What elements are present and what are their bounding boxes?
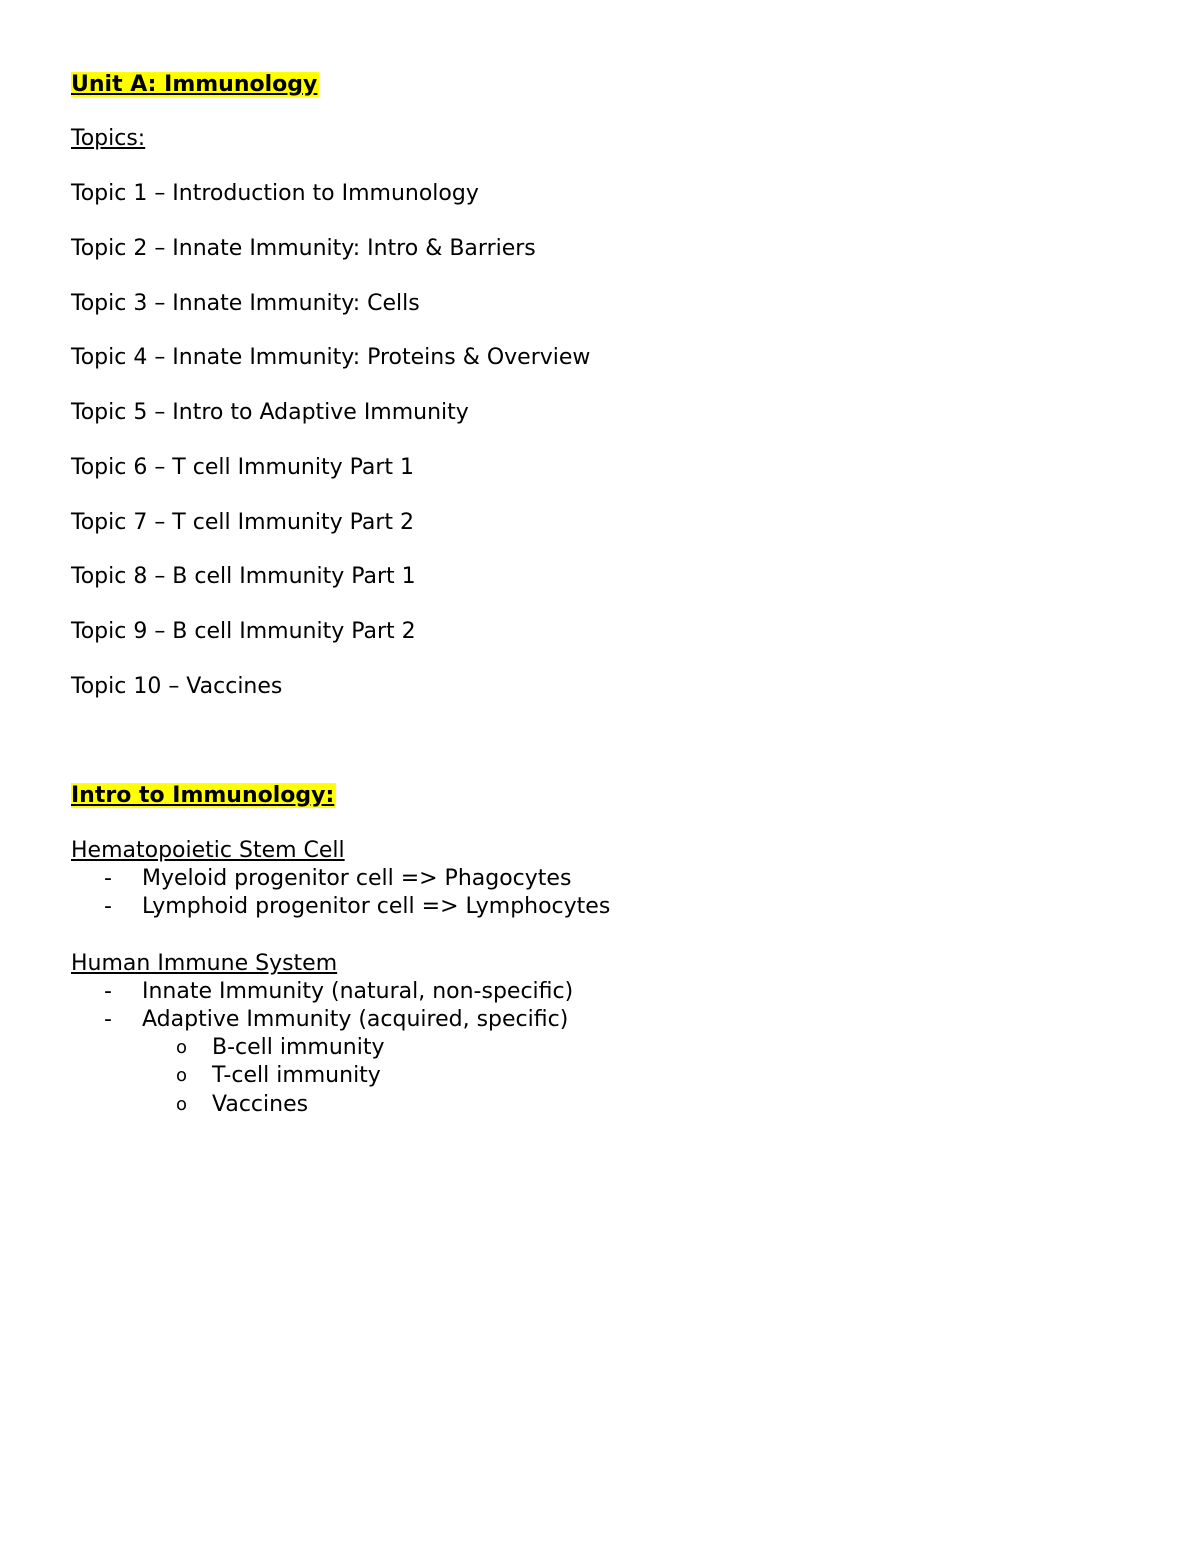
topic-item: Topic 3 – Innate Immunity: Cells [71, 291, 420, 316]
topic-item: Topic 2 – Innate Immunity: Intro & Barriers [71, 236, 536, 261]
sub-list-item [176, 1062, 676, 1090]
dash-bullet: - [104, 894, 112, 919]
list-item [104, 1006, 704, 1034]
dash-bullet: - [104, 1007, 112, 1032]
topic-item: Topic 1 – Introduction to Immunology [71, 181, 479, 206]
sub-list-item [176, 1091, 676, 1119]
list-item-text: Adaptive Immunity (acquired, specific) [142, 1007, 569, 1032]
section-title [71, 782, 336, 810]
topic-item: Topic 10 – Vaccines [71, 674, 283, 699]
list-item [104, 893, 704, 921]
unit-title [71, 71, 319, 99]
list-item-text: Lymphoid progenitor cell => Lymphocytes [142, 894, 611, 919]
list-item [104, 978, 704, 1006]
sub-list-item [176, 1034, 676, 1062]
dash-bullet: - [104, 866, 112, 891]
list-item [104, 865, 704, 893]
list-item-text: Innate Immunity (natural, non-specific) [142, 979, 574, 1004]
circle-bullet: o [176, 1065, 188, 1086]
topic-item: Topic 6 – T cell Immunity Part 1 [71, 455, 414, 480]
circle-bullet: o [176, 1094, 188, 1115]
topic-item: Topic 7 – T cell Immunity Part 2 [71, 510, 414, 535]
topic-item: Topic 9 – B cell Immunity Part 2 [71, 619, 416, 644]
hsc-heading: Hematopoietic Stem Cell [71, 838, 345, 863]
his-heading: Human Immune System [71, 951, 338, 976]
sub-list-item-text: Vaccines [212, 1092, 309, 1117]
topics-label: Topics: [71, 126, 146, 151]
topic-item: Topic 5 – Intro to Adaptive Immunity [71, 400, 469, 425]
circle-bullet: o [176, 1037, 188, 1058]
dash-bullet: - [104, 979, 112, 1004]
sub-list-item-text: B-cell immunity [212, 1035, 385, 1060]
unit-title-text: Unit A: Immunology [71, 72, 318, 97]
section-title-text: Intro to Immunology: [71, 783, 335, 808]
sub-list-item-text: T-cell immunity [212, 1063, 381, 1088]
topic-item: Topic 4 – Innate Immunity: Proteins & Overview [71, 345, 591, 370]
list-item-text: Myeloid progenitor cell => Phagocytes [142, 866, 572, 891]
topic-item: Topic 8 – B cell Immunity Part 1 [71, 564, 416, 589]
